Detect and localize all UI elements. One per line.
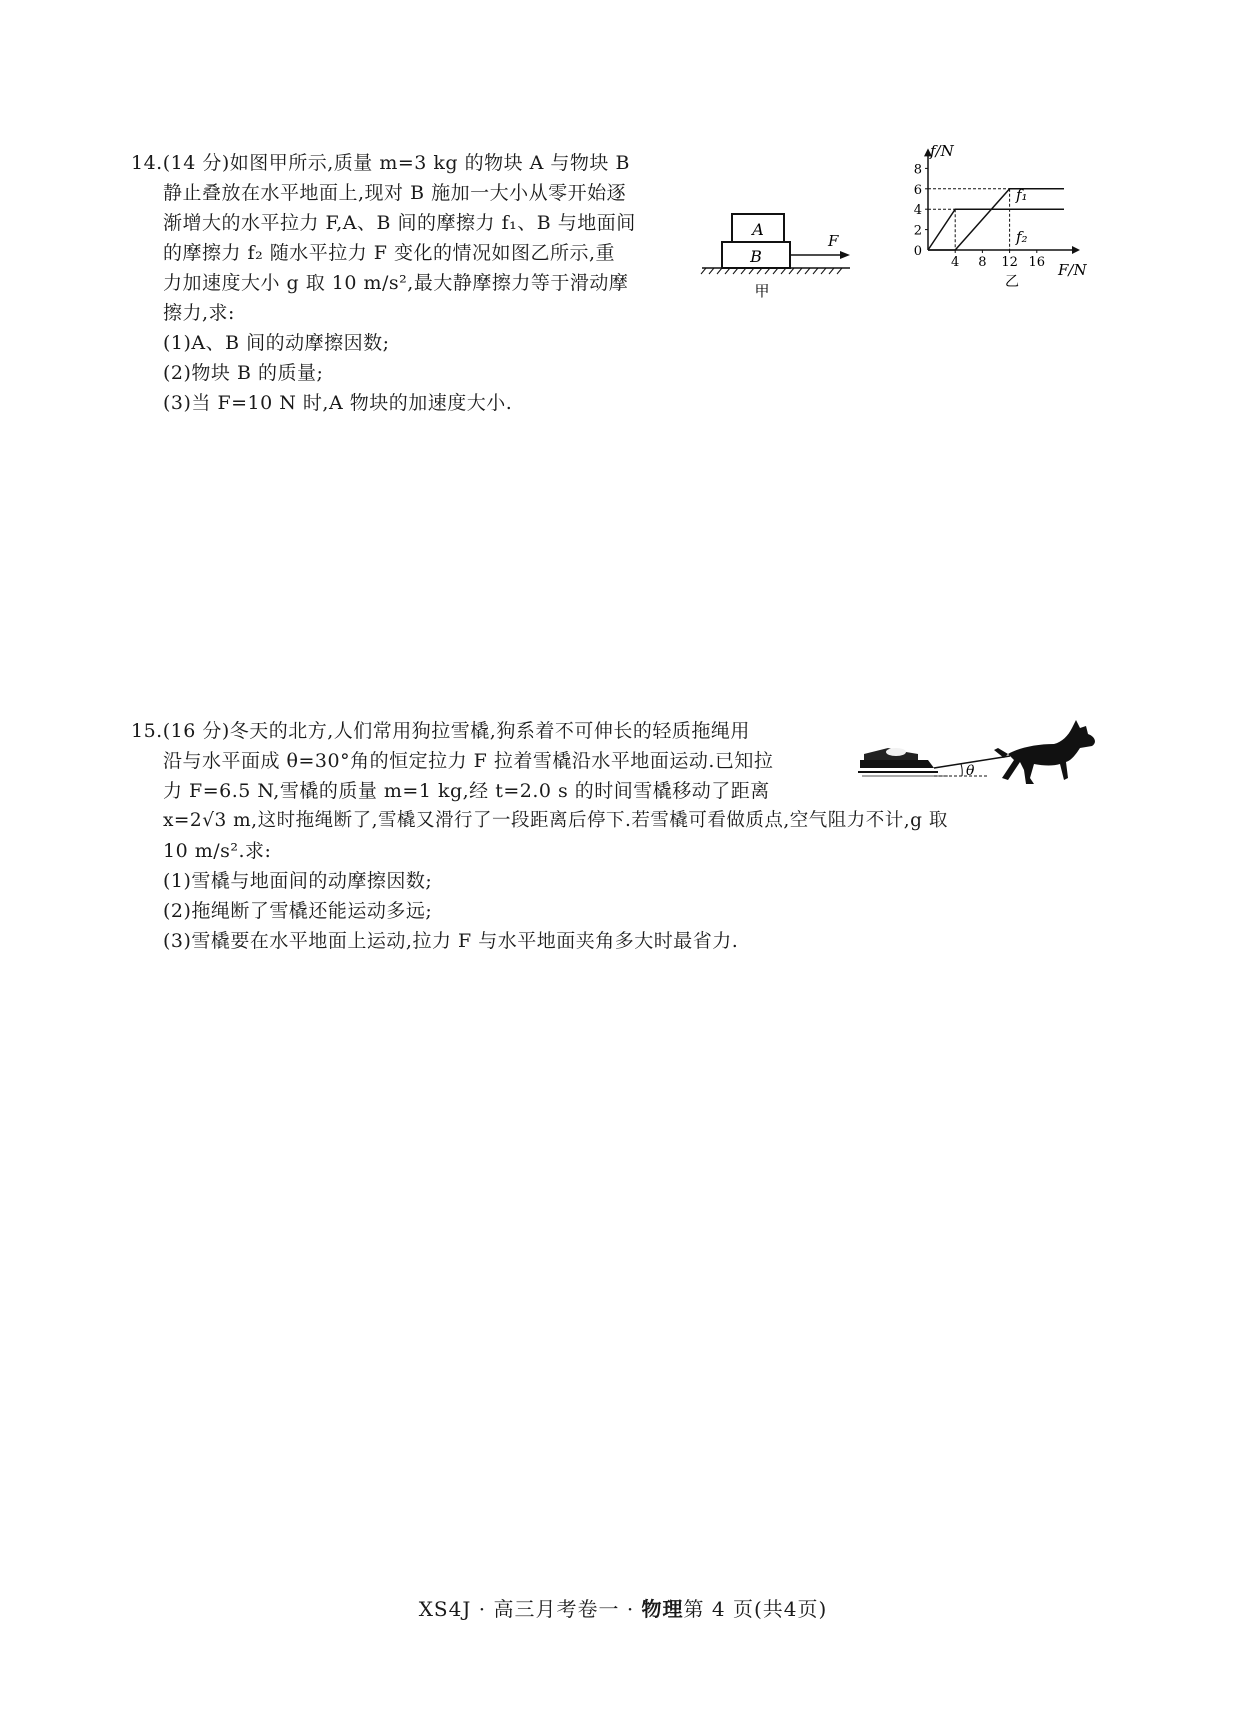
block-a-label: A [752,220,764,239]
footer-code: XS4J [418,1597,472,1621]
footer-page: 第 4 页(共4页) [683,1597,828,1621]
question-14 [131,148,636,418]
footer-sep-1: · [478,1597,487,1621]
block-b-label: B [750,247,762,266]
q14-line-3: 渐增大的水平拉力 F,A、B 间的摩擦力 f₁、B 与地面间 [163,212,636,234]
q14-sub-2: (2)物块 B 的质量; [163,362,324,384]
figure-jia [700,208,860,304]
footer-subject: 物理 [641,1597,684,1621]
angle-arc [961,764,962,776]
figure-yi-caption: 乙 [1005,274,1019,290]
chart-y-tick-label: 4 [913,203,922,219]
chart-y-tick-label: 8 [913,162,922,178]
q14-line-6: 擦力,求: [163,302,235,324]
footer-sep-2: · [626,1597,635,1621]
q14-line-5: 力加速度大小 g 取 10 m/s²,最大静摩擦力等于滑动摩 [163,272,629,294]
dog-sled-figure [858,718,1098,792]
angle-label: θ [966,763,975,779]
chart-x-tick-label: 4 [951,255,960,270]
sled-illustration [858,748,948,776]
force-arrowhead [840,251,850,259]
q15-line-1: 15.(16 分)冬天的北方,人们常用狗拉雪橇,狗系着不可伸长的轻质拖绳用 [131,720,750,742]
chart-xlabel: F/N [1058,261,1087,279]
q15-sub-2: (2)拖绳断了雪橇还能运动多远; [163,900,433,922]
q14-line-1: 14.(14 分)如图甲所示,质量 m=3 kg 的物块 A 与物块 B [131,152,630,174]
chart-y-tick-label: 2 [913,223,922,239]
chart-label-f2: f₂ [1016,228,1028,246]
force-label: F [828,232,839,250]
q14-sub-3: (3)当 F=10 N 时,A 物块的加速度大小. [163,392,513,414]
dog-silhouette [994,720,1095,784]
question-15 [131,716,948,956]
chart-x-axis-arrow [1072,246,1080,254]
chart-ylabel: f/N [930,142,954,160]
chart-x-tick-label: 16 [1028,255,1046,270]
q15-sub-3: (3)雪橇要在水平地面上运动,拉力 F 与水平地面夹角多大时最省力. [163,930,739,952]
chart-x-tick-label: 12 [1001,255,1018,270]
q14-sub-1: (1)A、B 间的动摩擦因数; [163,332,390,354]
q14-line-4: 的摩擦力 f₂ 随水平拉力 F 变化的情况如图乙所示,重 [163,242,616,264]
chart-y-tick-label: 6 [913,182,922,198]
q15-line-3: 力 F=6.5 N,雪橇的质量 m=1 kg,经 t=2.0 s 的时间雪橇移动了距离 [163,780,770,802]
q15-sub-1: (1)雪橇与地面间的动摩擦因数; [163,870,433,892]
q15-line-2: 沿与水平面成 θ=30°角的恒定拉力 F 拉着雪橇沿水平地面运动.已知拉 [163,750,774,772]
chart-series-2-line [928,209,1064,250]
q14-line-2: 静止叠放在水平地面上,现对 B 施加一大小从零开始逐 [163,182,627,204]
q15-line-4: x=2√3 m,这时拖绳断了,雪橇又滑行了一段距离后停下.若雪橇可看做质点,空气阻力不计,g 取 [163,810,948,831]
page-footer [0,1593,1246,1622]
chart-x-tick-label: 8 [978,255,987,270]
figure-yi-chart [888,140,1108,290]
q15-line-5: 10 m/s².求: [163,840,272,862]
chart-y-tick-label: 0 [913,244,922,259]
footer-exam: 高三月考卷一 [493,1597,620,1621]
figure-jia-caption: 甲 [754,282,770,300]
chart-label-f1: f₁ [1016,186,1028,204]
